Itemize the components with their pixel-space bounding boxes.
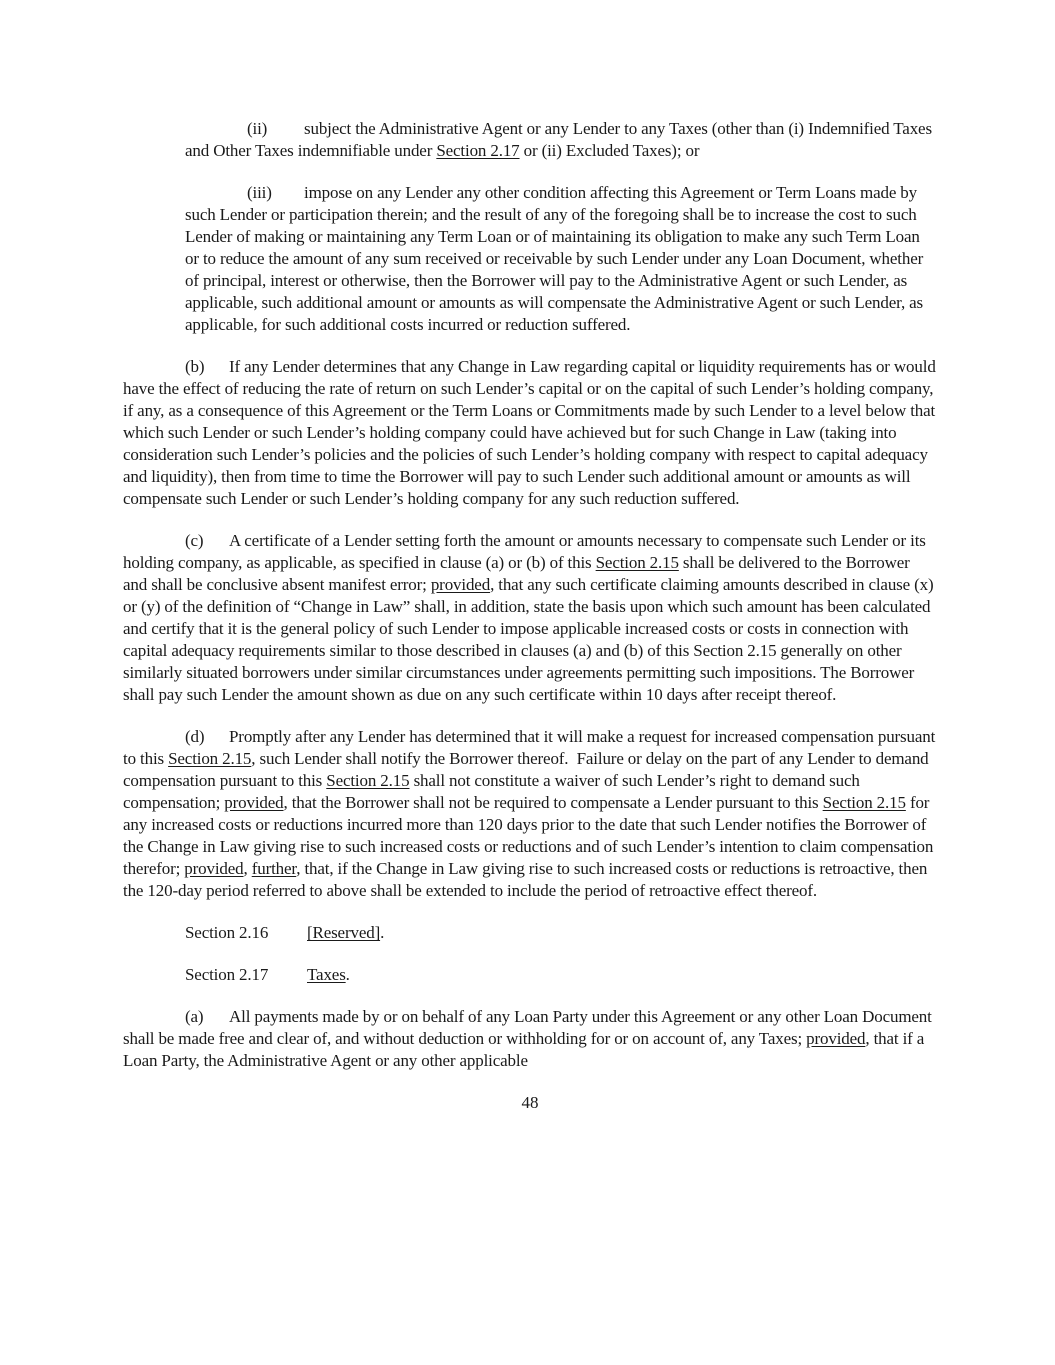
clause-a [123,1006,937,1072]
text-run: or (ii) Excluded Taxes); or [519,141,700,160]
underlined-text-run: provided [184,859,244,878]
clause-c [123,530,937,706]
section-2-17-heading [185,964,937,986]
text-run: subject the Administrative Agent or any Lender to any Taxes (other than (i) Indemnified Taxes and Other Taxes indemnifiable under [185,119,932,160]
underlined-text-run: Section 2.15 [822,793,906,812]
paragraph-label: (a) [185,1007,204,1026]
text-run: impose on any Lender any other condition affecting this Agreement or Term Loans made by such Lender or participation therein; and the result of any of the foregoing shall be to increase the cost to such Lender of making or maintaining any Term Loan or of maintaining its obligation to make any such Term Loan or to reduce the amount of any sum received or receivable by such Lender under any Loan Document, whether of principal, interest or otherwise, then the Borrower will pay to the Administrative Agent or such Lender, as applicable, such additional amount or amounts as will compensate the Administrative Agent or such Lender, as applicable, for such additional costs incurred or reduction suffered. [185,183,924,334]
text-run: All payments made by or on behalf of any Loan Party under this Agreement or any other Loan Document shall be made free and clear of, and without deduction or withholding for or on account of, any Taxes; [123,1007,932,1048]
text-run: . [380,923,385,942]
text-run: . [345,965,350,984]
text-run: , that if a Loan Party, the Administrative Agent or any other applicable [123,1029,925,1070]
underlined-text-run: provided [224,793,284,812]
paragraph-label: (c) [185,531,204,550]
clause-d [123,726,937,902]
paragraph-label: (ii) [247,119,268,138]
paragraph-label: (iii) [247,183,272,202]
underlined-text-run: provided [430,575,491,594]
text-run: Promptly after any Lender has determined that it will make a request for increased compensation pursuant to this [123,727,936,768]
underlined-text-run: further [251,859,297,878]
text-run: shall not constitute a waiver of such Lender’s right to demand such compensation; [123,771,860,812]
clause-iii [185,182,937,336]
clause-ii [185,118,937,162]
underlined-text-run: Section 2.15 [326,771,410,790]
paragraph-label: (d) [185,727,205,746]
text-run: , that, if the Change in Law giving rise to such increased costs or reductions is retroactive, then the 120-day period referred to above shall be extended to include the period of retroactive effect thereof. [123,859,928,900]
text-run: , such Lender shall notify the Borrower thereof. Failure or delay on the part of any Lender to demand compensation pursuant to this [123,749,929,790]
underlined-text-run: Section 2.15 [595,553,679,572]
text-run: , that the Borrower shall not be required to compensate a Lender pursuant to this [283,793,823,812]
text-run: If any Lender determines that any Change in Law regarding capital or liquidity requirements has or would have the effect of reducing the rate of return on such Lender’s capital or on the capital of such Lender’s holding company, if any, as a consequence of this Agreement or the Term Loans or Commitments made by such Lender to a level below that which such Lender or such Lender’s holding company could have achieved but for such Change in Law (taking into consideration such Lender’s policies and the policies of such Lender’s holding company with respect to capital adequacy and liquidity), then from time to time the Borrower will pay to such Lender such additional amount or amounts as will compensate such Lender or such Lender’s holding company for any such reduction suffered. [123,357,936,508]
text-run: shall be delivered to the Borrower and shall be conclusive absent manifest error; [123,553,910,594]
text-run: for any increased costs or reductions incurred more than 120 days prior to the date that such Lender notifies the Borrower of the Change in Law giving rise to such increased costs or reductions and of such Lender’s intention to claim compensation therefor; [123,793,934,878]
paragraph-label: Section 2.17 [185,965,269,984]
document-body [123,118,937,1072]
underlined-text-run: provided [806,1029,866,1048]
paragraph-label: (b) [185,357,205,376]
section-2-16-heading [185,922,937,944]
text-run: , that any such certificate claiming amounts described in clause (x) or (y) of the definition of “Change in Law” shall, in addition, state the basis upon which such amount has been calculated and certify that it is the general policy of such Lender to impose applicable increased costs or costs in connection with capital adequacy requirements similar to those described in clauses (a) and (b) of this Section 2.15 generally on other similarly situated borrowers under similar circumstances under agreements permitting such impositions. The Borrower shall pay such Lender the amount shown as due on any such certificate within 10 days after receipt thereof. [123,575,934,704]
underlined-text-run: Section 2.17 [436,141,520,160]
page-number: 48 [521,1093,539,1112]
underlined-text-run: Taxes [307,965,346,984]
text-run: A certificate of a Lender setting forth the amount or amounts necessary to compensate such Lender or its holding company, as applicable, as specified in clause (a) or (b) of this [123,531,926,572]
underlined-text-run: Section 2.15 [168,749,252,768]
text-run: , [243,859,252,878]
underlined-text-run: [Reserved] [307,923,381,942]
paragraph-label: Section 2.16 [185,923,269,942]
clause-b [123,356,937,510]
